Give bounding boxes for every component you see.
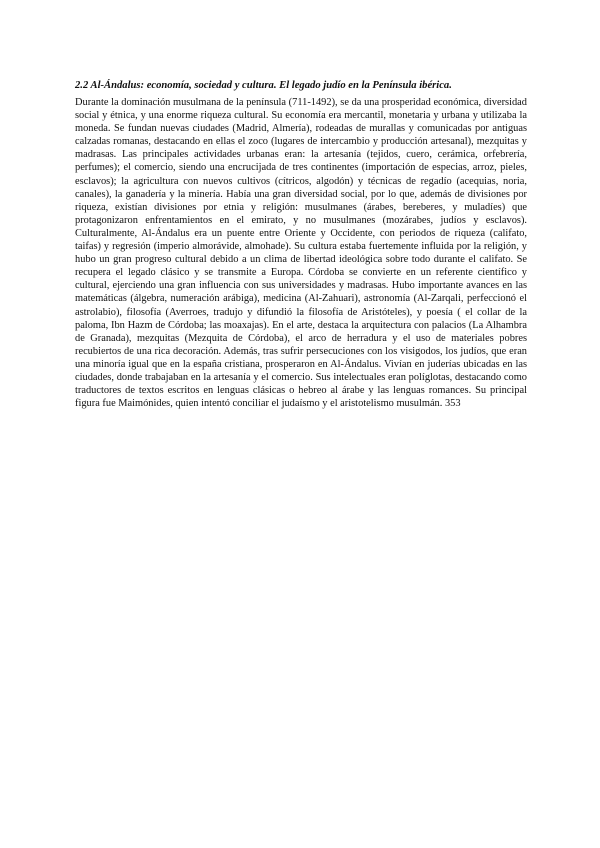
section-heading: 2.2 Al-Ándalus: economía, sociedad y cultura. El legado judío en la Península ibérica.: [75, 80, 452, 91]
body-paragraph: Durante la dominación musulmana de la península (711-1492), se da una prosperidad económica, diversidad social y étnica, y una enorme riqueza cultural. Su economía era mercantil, monetaria y urbana y utilizaba la moneda. Se fundan nuevas ciudades (Madrid, Almería), rodeadas de murallas y comunicadas por antiguas calzadas romanas, destacando en ellas el zoco (lugares de intercambio y producción artesanal), mezquitas y madrasas. Las principales actividades urbanas eran: la artesanía (tejidos, cuero, cerámica, orfebrería, perfumes); el comercio, siendo una encrucijada de tres continentes (importación de especias, arroz, pieles, esclavos); la agricultura con nuevos cultivos (cítricos, algodón) y técnicas de regadío (acequias, noria, canales), la ganadería y la minería. Había una gran diversidad social, por lo que, además de divisiones por riqueza, existían divisiones por etnia y religión: musulmanes (árabes, bereberes, y muladíes) que protagonizaron enfrentamientos en el emirato, y no musulmanes (mozárabes, judíos y esclavos). Culturalmente, Al-Ándalus era un puente entre Oriente y Occidente, con periodos de riqueza (califato, taifas) y regresión (imperio almorávide, almohade). Su cultura estaba fuertemente influida por la religión, y hubo un gran progreso cultural debido a un clima de libertad ideológica sobre todo durante el califato. Se recupera el legado clásico y se transmite a Europa. Córdoba se convierte en un referente científico y cultural, ejerciendo una gran influencia con sus universidades y madrasas. Hubo importante avances en las matemáticas (álgebra, numeración arábiga), medicina (Al-Zahuari), astronomía (Al-Zarqali, perfeccionó el astrolabio), filosofía (Averroes, tradujo y difundió la filosofía de Aristóteles), y poesía ( el collar de la paloma, Ibn Hazm de Córdoba; las moaxajas). En el arte, destaca la arquitectura con palacios (La Alhambra de Granada), mezquitas (Mezquita de Córdoba), el arco de herradura y el uso de materiales pobres recubiertos de una rica decoración. Además, tras sufrir persecuciones con los visigodos, los judíos, que eran una minoría igual que en la españa cristiana, prosperaron en Al-Ándalus. Vivían en juderías ubicadas en las ciudades, donde trabajaban en la artesanía y el comercio. Sus intelectuales eran políglotas, destacando como traductores de textos escritos en lenguas clásicas o hebreo al árabe y las lenguas romances. Su principal figura fue Maimónides, quien intentó conciliar el judaísmo y el aristotelismo musulmán. 353: [75, 97, 527, 410]
document-content: [75, 79, 527, 410]
